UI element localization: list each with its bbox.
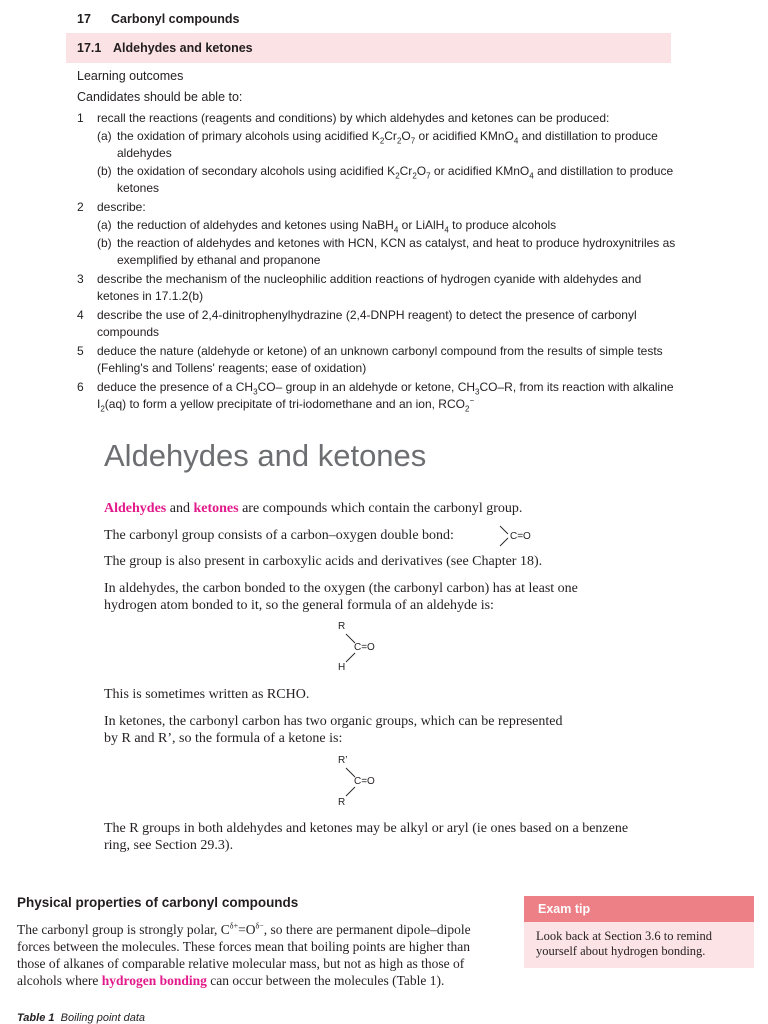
paragraph-aldehyde-formula: In aldehydes, the carbon bonded to the oxygen (the carbonyl carbon) has at least one hydrogen atom bonded to it, so the general formula of an aldehyde is: xyxy=(104,581,578,613)
chapter-title xyxy=(77,12,239,26)
carbonyl-formula-text: C=O xyxy=(510,531,531,542)
learning-outcomes-heading: Learning outcomes xyxy=(77,69,184,83)
paragraph-derivatives: The group is also present in carboxylic acids and derivatives (see Chapter 18). xyxy=(104,554,543,569)
table-caption xyxy=(17,1012,145,1024)
main-heading: Aldehydes and ketones xyxy=(104,438,427,473)
aldehyde-r-label: R xyxy=(338,621,346,632)
section-name: Aldehydes and ketones xyxy=(113,41,253,55)
outcome-item: 4 describe the use of 2,4-dinitrophenylhydrazine (2,4-DNPH reagent) to detect the presence of carbonyl compounds xyxy=(77,308,637,339)
exam-tip-text: Look back at Section 3.6 to remind yourself about hydrogen bonding. xyxy=(524,922,754,968)
table-label: Table 1 xyxy=(17,1012,55,1024)
paragraph-ketone-formula: In ketones, the carbonyl carbon has two organic groups, which can be represented by R and R’, so the formula of a ketone is: xyxy=(104,714,563,746)
outcome-subitem: (a) the oxidation of primary alcohols using acidified $K_2Cr_2O_7$ or acidified KMnO$_4$ and distillation to produce aldehydes xyxy=(97,129,658,160)
term-ketones: ketones xyxy=(193,501,239,516)
outcome-subitem: (a) the reduction of aldehydes and ketones using NaBH$_4$ or LiAlH$_4$ to produce alcohols xyxy=(97,218,557,235)
outcome-item: 5 deduce the nature (aldehyde or ketone) of an unknown carbonyl compound from the results of simple tests (Fehling's and Tollens' reagents; ease of oxidation) xyxy=(77,344,663,375)
learning-outcomes-intro: Candidates should be able to: xyxy=(77,90,243,104)
outcome-subitem: (b) the reaction of aldehydes and ketones with HCN, KCN as catalyst, and heat to produce hydroxynitriles as exemplified by ethanal and propanone xyxy=(97,236,676,267)
section-number: 17.1 xyxy=(77,41,102,55)
aldehyde-h-label: H xyxy=(338,662,346,673)
outcome-subitem: (b) the oxidation of secondary alcohols using acidified $K_2Cr_2O_7$ or acidified KMnO$_4$ and distillation to produce ketones xyxy=(97,164,674,195)
learning-outcomes-list xyxy=(77,110,677,415)
physical-properties-text: The carbonyl group is strongly polar, $C^{\delta+}=O^{\delta-}$, so there are permanent dipole–dipole forces between the molecules. These forces mean that boiling points are higher than those of alkanes of comparable relative molecular mass, but not as high as those of alcohols where hydrogen bonding can occur between the molecules (Table 1). xyxy=(17,921,471,988)
paragraph-rcho: This is sometimes written as RCHO. xyxy=(104,687,310,702)
outcome-item: 3 describe the mechanism of the nucleophilic addition reactions of hydrogen cyanide with aldehydes and ketones in 17.1.2(b) xyxy=(77,272,642,303)
physical-properties-heading: Physical properties of carbonyl compounds xyxy=(17,895,299,910)
section-title xyxy=(77,41,253,55)
term-aldehydes: Aldehydes xyxy=(104,501,167,516)
term-hydrogen-bonding: hydrogen bonding xyxy=(101,973,207,988)
outcome-item: 6 deduce the presence of a $CH_3CO-$ group in an aldehyde or ketone, $CH_3CO-R$, from its reaction with alkaline $I_2(aq)$ to form a yellow precipitate of tri-iodomethane and an ion, $RCO_2^-$ xyxy=(77,380,674,414)
exam-tip-heading: Exam tip xyxy=(524,896,754,922)
exam-tip-box xyxy=(524,896,754,968)
aldehyde-carbonyl: C=O xyxy=(354,642,375,653)
outcome-item: 1 recall the reactions (reagents and conditions) by which aldehydes and ketones can be produced: (a) the oxidation of primary alcohols using acidified $K_2Cr_2O_7$ or acidified KMnO$_4$ and distillation to produce aldehydes (b) the oxidation of secondary alcohols using acidified $K_2Cr_2O_7$ or acidified KMnO$_4$ and distillation to produce ketones xyxy=(77,110,677,197)
chapter-name: Carbonyl compounds xyxy=(111,12,240,26)
chapter-number: 17 xyxy=(77,12,91,26)
paragraph-intro: Aldehydes and ketones are compounds which contain the carbonyl group. xyxy=(104,501,523,516)
table-title: Boiling point data xyxy=(60,1012,146,1024)
ketone-r-label: R xyxy=(338,797,346,808)
ketone-carbonyl: C=O xyxy=(354,776,375,787)
outcome-item: 2 describe: (a) the reduction of aldehydes and ketones using NaBH$_4$ or LiAlH$_4$ to produce alcohols (b) the reaction of aldehydes and ketones with HCN, KCN as catalyst, and heat to produce hydroxynitriles as exemplified by ethanal and propanone xyxy=(77,200,676,267)
paragraph-carbonyl-bond: The carbonyl group consists of a carbon–oxygen double bond: xyxy=(104,528,454,543)
ketone-r-prime-label: R’ xyxy=(338,755,348,766)
paragraph-r-groups: The R groups in both aldehydes and ketones may be alkyl or aryl (ie ones based on a benzene ring, see Section 29.3). xyxy=(104,821,629,853)
